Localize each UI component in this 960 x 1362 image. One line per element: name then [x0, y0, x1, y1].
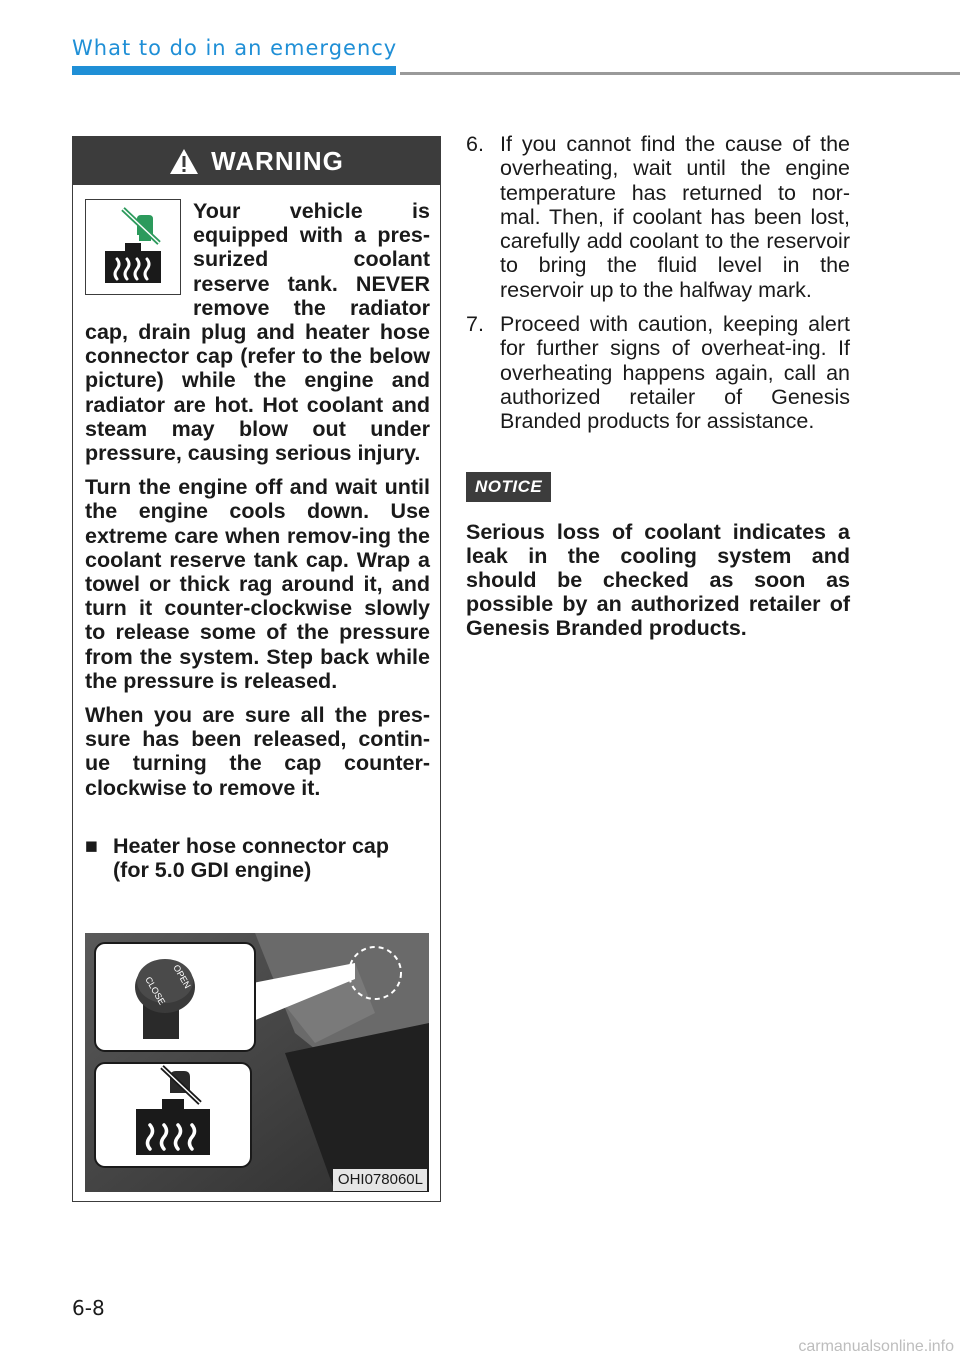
warning-paragraph-2: Turn the engine off and wait until the engine cools down. Use extreme care when remov-ing the coolant reserve tank cap. Wrap a towel or thick rag around it, and turn it counter-clockwise slowly to release some of the pressure from the system. Step back while the pressure is released. [85, 475, 430, 693]
procedure-column [466, 132, 850, 641]
notice-badge: NOTICE [466, 472, 551, 502]
step-number: 6. [466, 132, 484, 156]
warning-title: WARNING [211, 145, 344, 176]
warning-paragraph-3: When you are sure all the pres-sure has been released, contin-ue turning the cap counter-clockwise to remove it. [85, 703, 430, 800]
step-text: Proceed with caution, keeping alert for further signs of overheat-ing. If overheating happens again, call an authorized retailer of Genesis Branded products for assistance. [500, 312, 850, 434]
step-item [466, 132, 850, 302]
warning-paragraph-1: Your vehicle is equipped with a pres-surized coolant reserve tank. NEVER remove the radiator cap, drain plug and heater hose connector cap (refer to the below picture) while the engine and radiator are hot. Hot coolant and steam may blow out under pressure, causing serious injury. [85, 199, 430, 466]
figure-caption [85, 834, 430, 882]
notice-text: Serious loss of coolant indicates a leak in the cooling system and should be checked as soon as possible by an authorized retailer of Genesis Branded products. [466, 519, 850, 641]
warning-box [72, 136, 441, 1202]
cap-open-label: OPEN [171, 963, 193, 991]
step-item [466, 312, 850, 433]
section-title: What to do in an emergency [72, 36, 398, 60]
header-accent-bar [72, 66, 396, 75]
coolant-icon-frame [85, 199, 181, 295]
coolant-no-open-hot-icon [93, 207, 173, 287]
header-rule [400, 72, 960, 75]
step-number: 7. [466, 312, 484, 337]
page-number: 6-8 [72, 1296, 105, 1320]
heater-hose-photo [85, 933, 429, 1192]
cap-close-label: CLOSE [143, 975, 168, 1007]
watermark: carmanualsonline.info [798, 1338, 954, 1355]
photo-code: OHI078060L [337, 1171, 423, 1188]
warning-body [73, 185, 440, 882]
warning-triangle-icon [169, 148, 199, 175]
step-text: If you cannot find the cause of the overheating, wait until the engine temperature has returned to nor-mal. Then, if coolant has been lost, carefully add coolant to the reservoir to bring the fluid level in the reservoir up to the halfway mark. [500, 132, 850, 302]
warning-header [73, 137, 440, 185]
caption-text: Heater hose connector cap (for 5.0 GDI engine) [113, 833, 390, 883]
caption-bullet: ■ [85, 833, 98, 858]
